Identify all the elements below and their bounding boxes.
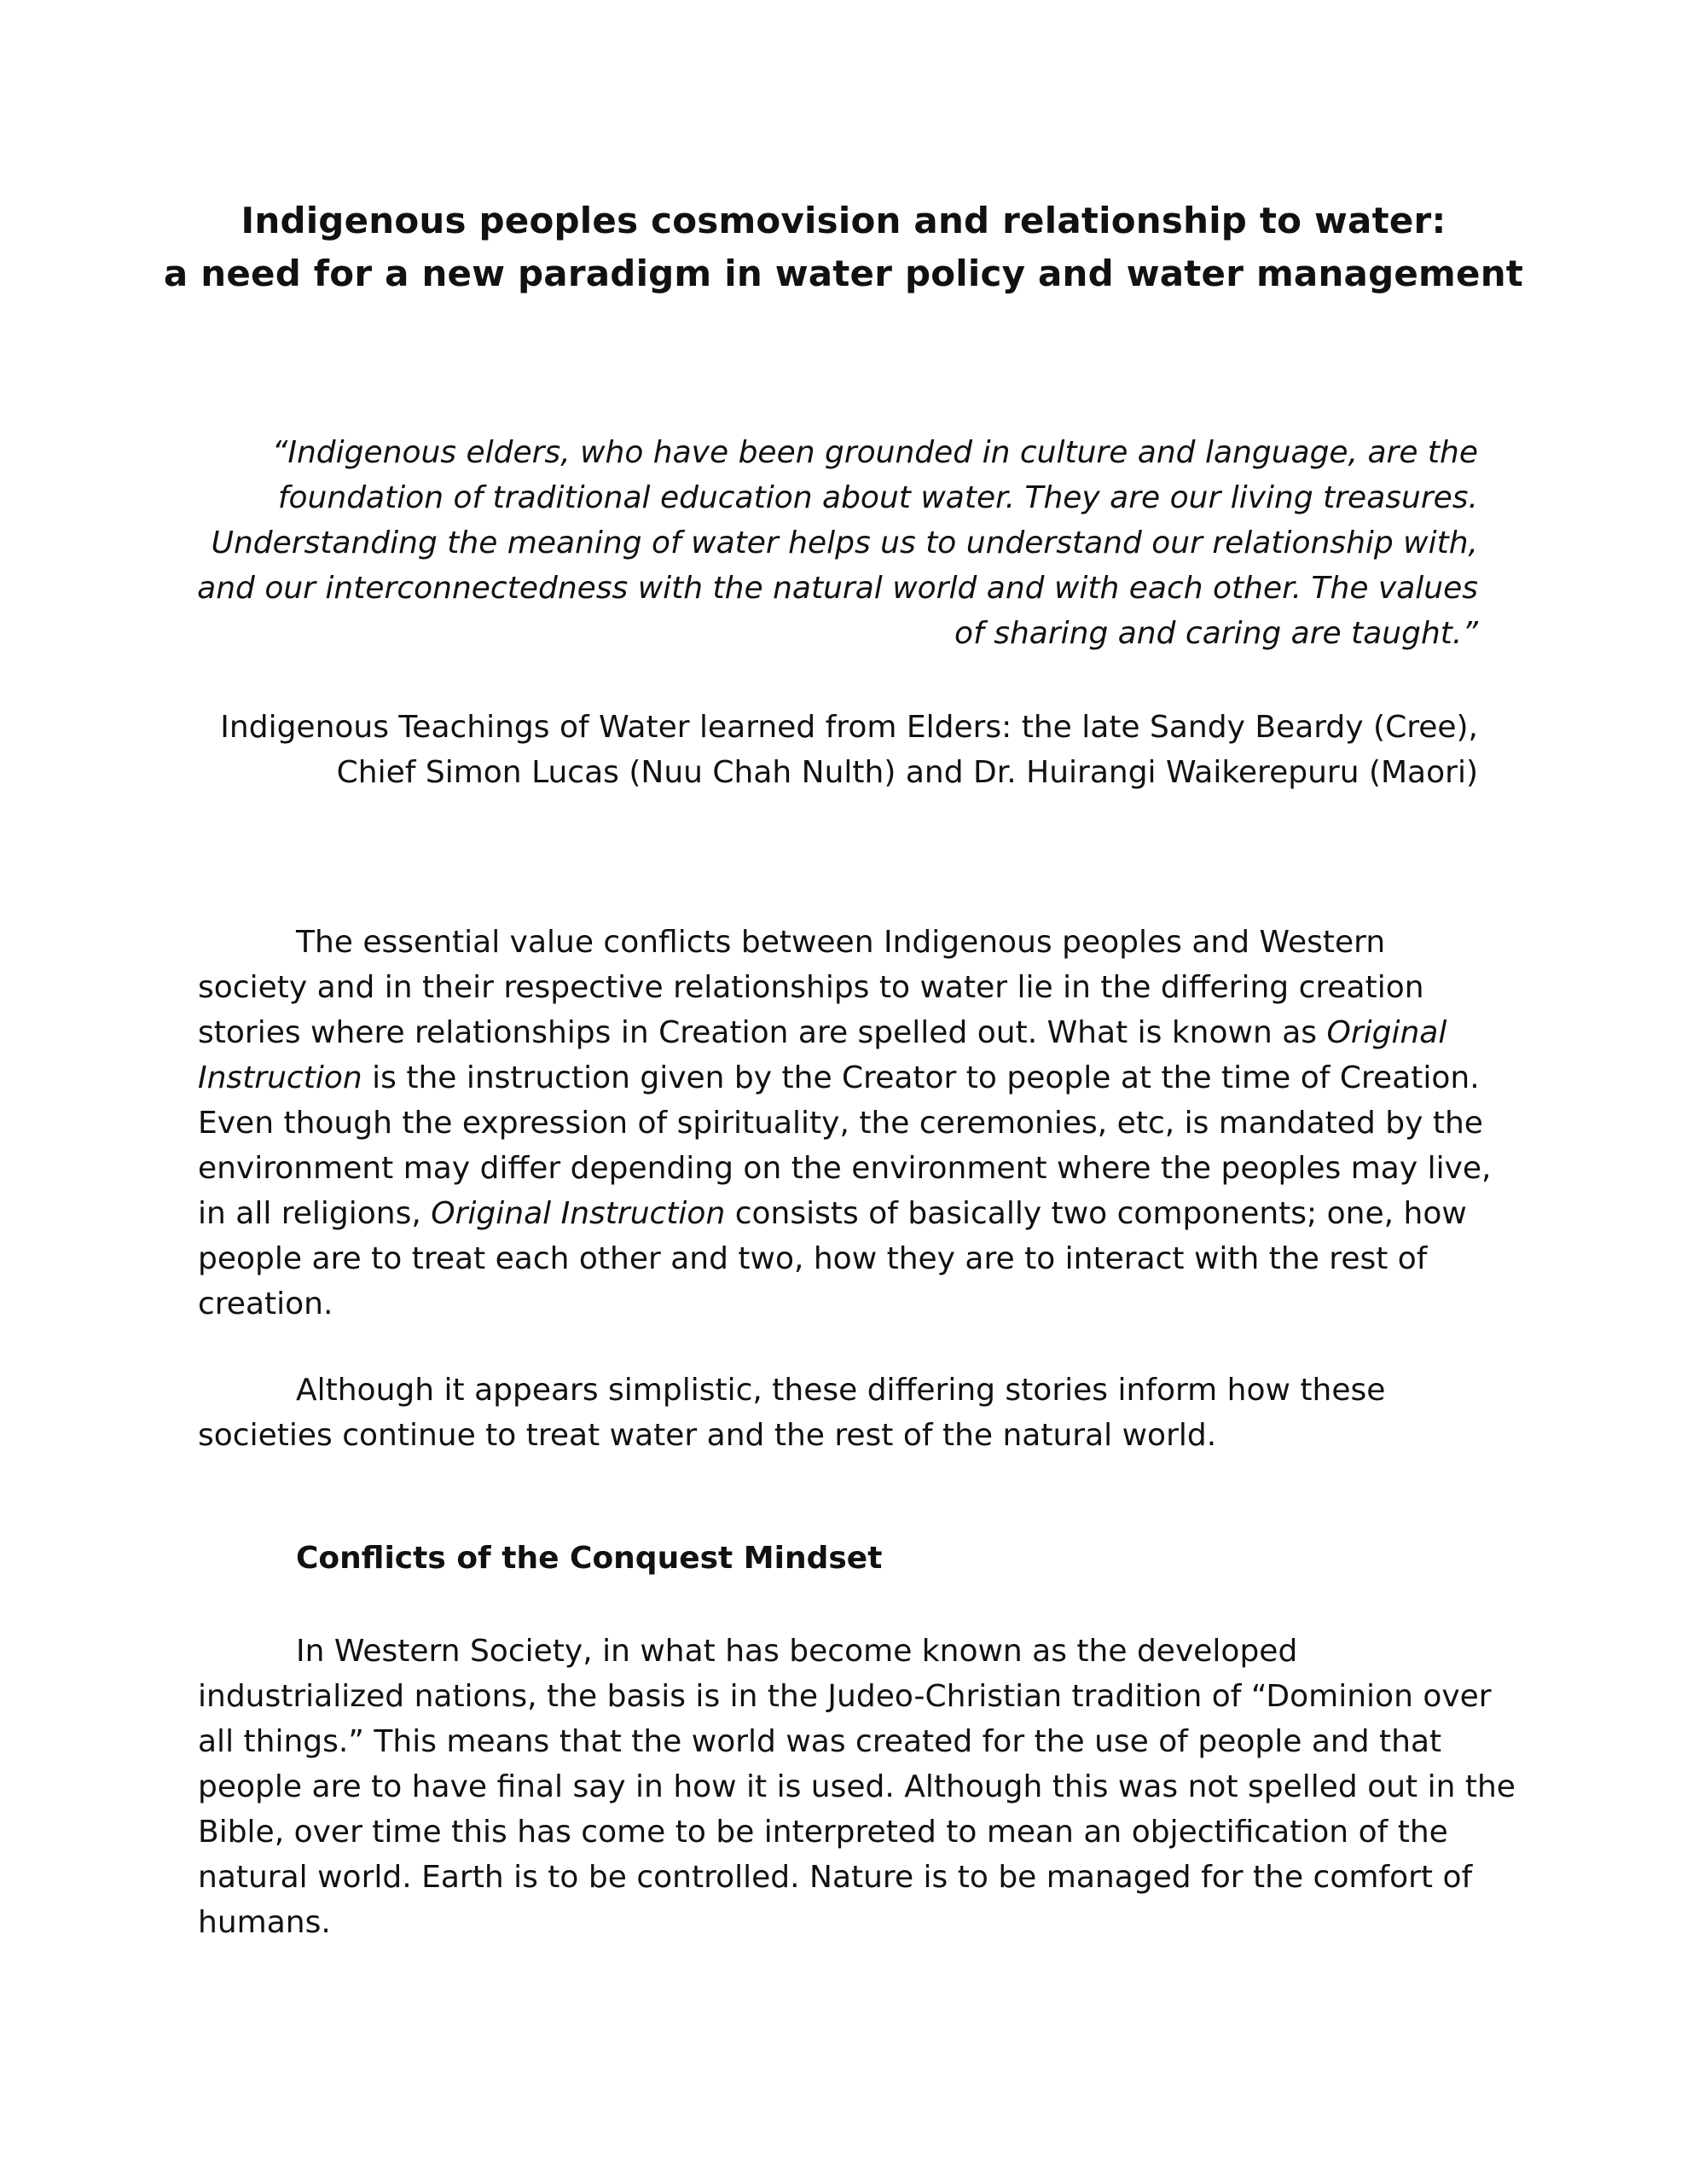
paragraph-line: Although it appears simplistic, these differing stories inform how these — [296, 1373, 1386, 1408]
paragraph-line: Bible, over time this has come to be interpreted to mean an objectification of the — [198, 1815, 1448, 1850]
paragraph-line: environment may differ depending on the environment where the peoples may live, — [198, 1151, 1492, 1186]
quote-attribution — [113, 705, 1478, 795]
text-run: is the instruction given by the Creator to people at the time of Creation. — [362, 1060, 1480, 1095]
paragraph-line: society and in their respective relationships to water lie in the differing creation — [198, 970, 1424, 1005]
quote-line: Understanding the meaning of water helps us to understand our relationship with, — [211, 526, 1478, 561]
text-run: stories where relationships in Creation are spelled out. What is known as — [198, 1015, 1327, 1050]
paragraph-line: In Western Society, in what has become known as the developed — [296, 1634, 1298, 1669]
paragraph-line — [198, 1055, 1494, 1101]
title-line-2: a need for a new paradigm in water policy and water management — [163, 253, 1524, 294]
attribution-line: Chief Simon Lucas (Nuu Chah Nulth) and Dr. Huirangi Waikerepuru (Maori) — [336, 755, 1478, 790]
paragraph-line: The essential value conflicts between Indigenous peoples and Western — [296, 925, 1386, 960]
text-run: consists of basically two components; one, how — [725, 1196, 1467, 1231]
paragraph-line: humans. — [198, 1905, 331, 1940]
paragraph-line: Even though the expression of spirituality, the ceremonies, etc, is mandated by the — [198, 1106, 1483, 1141]
paragraph-line: natural world. Earth is to be controlled. Nature is to be managed for the comfort of — [198, 1860, 1473, 1895]
quote-line: “Indigenous elders, who have been grounded in culture and language, are the — [271, 435, 1478, 470]
emphasis-original-instruction: Original Instruction — [431, 1196, 726, 1231]
paragraph-line — [198, 1010, 1494, 1055]
text-run: in all religions, — [198, 1196, 432, 1231]
quote-line: of sharing and caring are taught.” — [954, 616, 1478, 651]
paragraph-line: creation. — [198, 1287, 333, 1321]
title-line-1: Indigenous peoples cosmovision and relationship to water: — [241, 200, 1446, 241]
paragraph-line: industrialized nations, the basis is in the Judeo-Christian tradition of “Dominion over — [198, 1679, 1492, 1714]
paragraph-line: all things.” This means that the world was created for the use of people and that — [198, 1724, 1442, 1759]
paragraph-line: people are to have final say in how it is used. Although this was not spelled out in the — [198, 1769, 1516, 1804]
paragraph-1 — [198, 920, 1494, 1327]
section-heading: Conflicts of the Conquest Mindset — [296, 1541, 883, 1576]
emphasis-original-instruction: Instruction — [198, 1060, 362, 1095]
quote-line: foundation of traditional education about water. They are our living treasures. — [277, 480, 1478, 515]
paragraph-line: societies continue to treat water and the rest of the natural world. — [198, 1418, 1217, 1453]
quote-line: and our interconnectedness with the natural world and with each other. The values — [197, 571, 1478, 606]
epigraph-quote — [182, 430, 1478, 656]
paragraph-2 — [198, 1368, 1494, 1458]
document-title — [0, 195, 1687, 300]
paragraph-3 — [198, 1629, 1516, 1945]
paragraph-line — [198, 1191, 1494, 1236]
attribution-line: Indigenous Teachings of Water learned from Elders: the late Sandy Beardy (Cree), — [220, 710, 1478, 745]
paragraph-line: people are to treat each other and two, how they are to interact with the rest of — [198, 1241, 1428, 1276]
emphasis-original-instruction: Original — [1326, 1015, 1447, 1050]
